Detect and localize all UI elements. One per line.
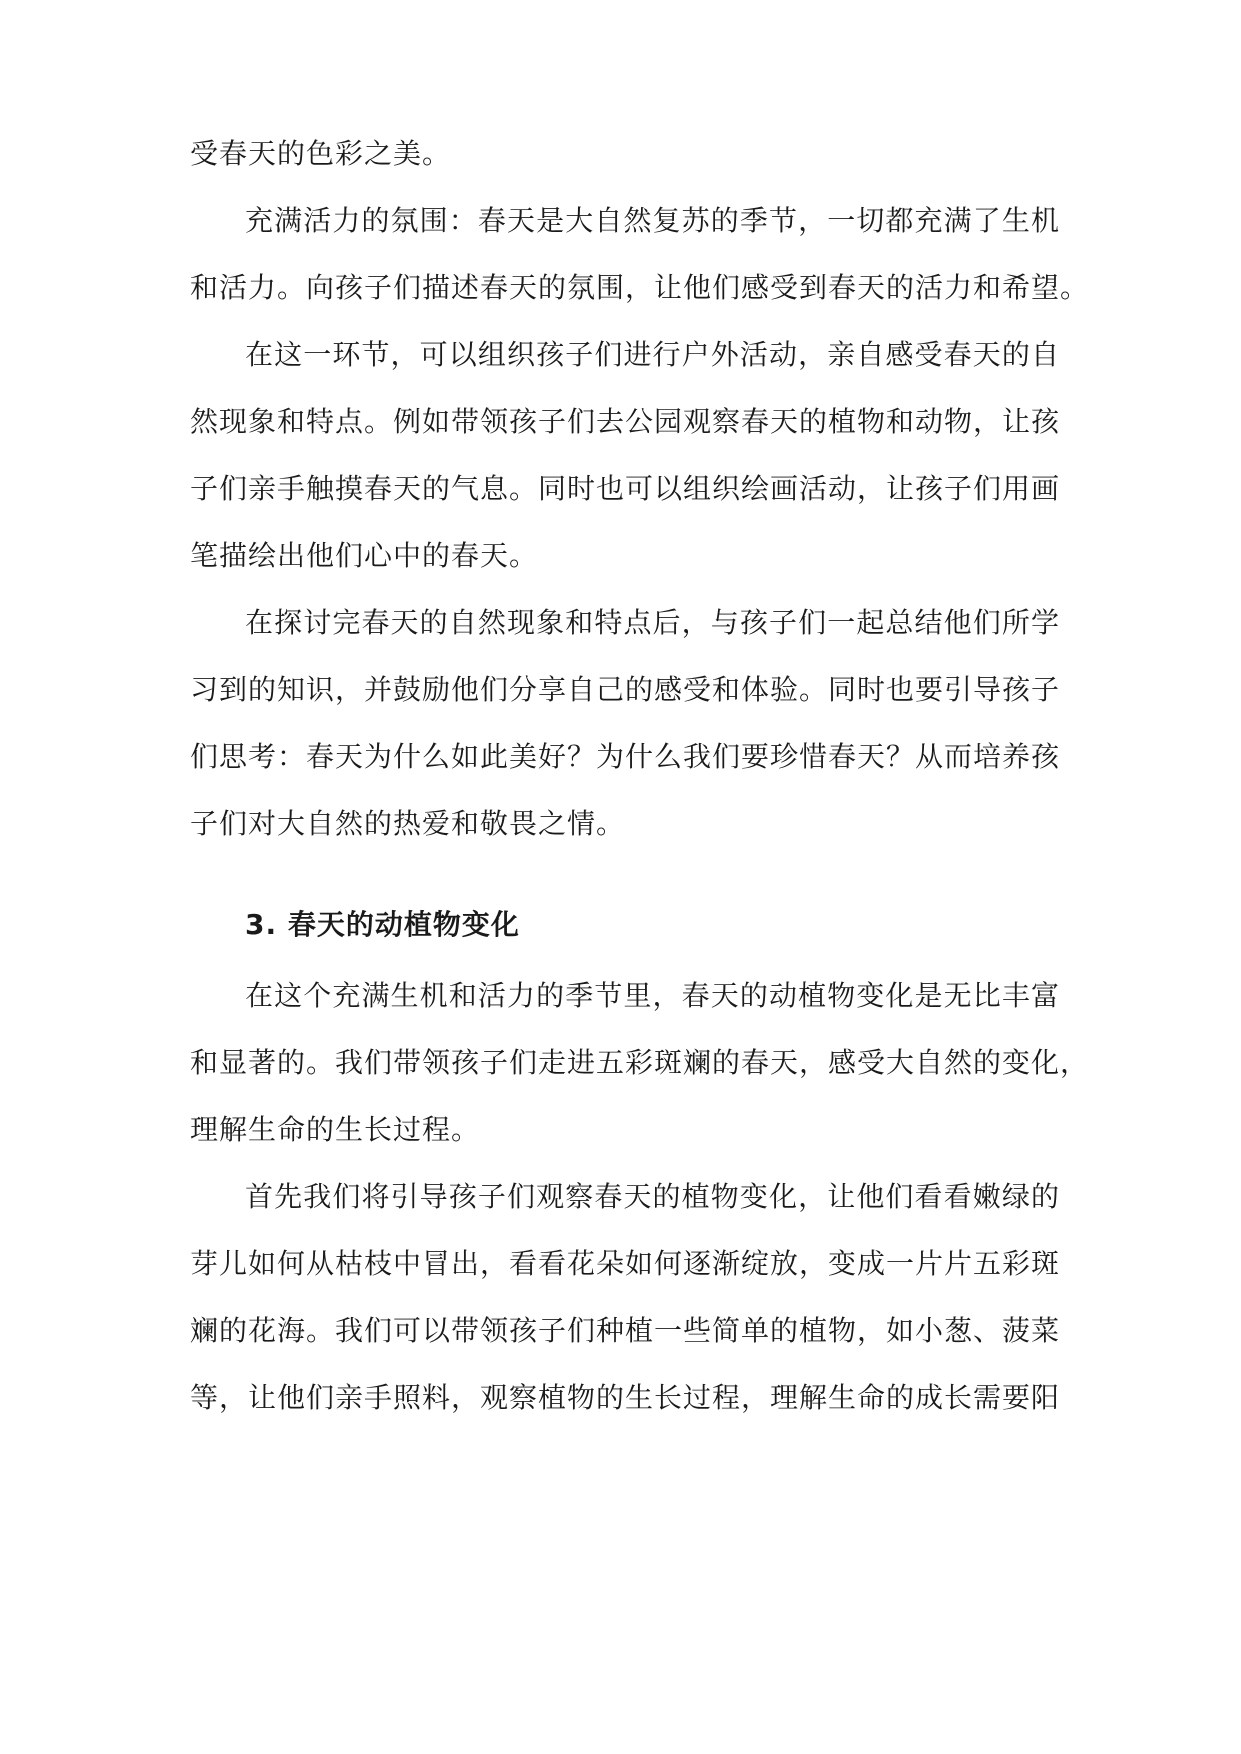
text-line: 芽儿如何从枯枝中冒出，看看花朵如何逐渐绽放，变成一片片五彩斑 [190,1247,1061,1280]
text-line: 笔描绘出他们心中的春天。 [190,539,539,572]
text-line: 子们亲手触摸春天的气息。同时也可以组织绘画活动，让孩子们用画 [190,472,1061,505]
text-line: 们思考：春天为什么如此美好？为什么我们要珍惜春天？从而培养孩 [190,740,1061,773]
text-line: 习到的知识，并鼓励他们分享自己的感受和体验。同时也要引导孩子 [190,673,1061,706]
text-line: 和显著的。我们带领孩子们走进五彩斑斓的春天，感受大自然的变化， [190,1046,1090,1079]
text-line: 受春天的色彩之美。 [190,137,452,170]
paragraph-first-line: 在这个充满生机和活力的季节里，春天的动植物变化是无比丰富 [245,979,1060,1012]
text-line: 等，让他们亲手照料，观察植物的生长过程，理解生命的成长需要阳 [190,1381,1061,1414]
section-heading: 3. 春天的动植物变化 [245,908,520,941]
paragraph-first-line: 充满活力的氛围：春天是大自然复苏的季节，一切都充满了生机 [245,204,1060,237]
paragraph-first-line: 首先我们将引导孩子们观察春天的植物变化，让他们看看嫩绿的 [245,1180,1060,1213]
paragraph-first-line: 在探讨完春天的自然现象和特点后，与孩子们一起总结他们所学 [245,606,1060,639]
text-line: 子们对大自然的热爱和敬畏之情。 [190,807,626,840]
text-line: 然现象和特点。例如带领孩子们去公园观察春天的植物和动物，让孩 [190,405,1061,438]
text-line: 和活力。向孩子们描述春天的氛围，让他们感受到春天的活力和希望。 [190,271,1090,304]
paragraph-first-line: 在这一环节，可以组织孩子们进行户外活动，亲自感受春天的自 [245,338,1060,371]
text-line: 斓的花海。我们可以带领孩子们种植一些简单的植物，如小葱、菠菜 [190,1314,1061,1347]
text-line: 理解生命的生长过程。 [190,1113,481,1146]
